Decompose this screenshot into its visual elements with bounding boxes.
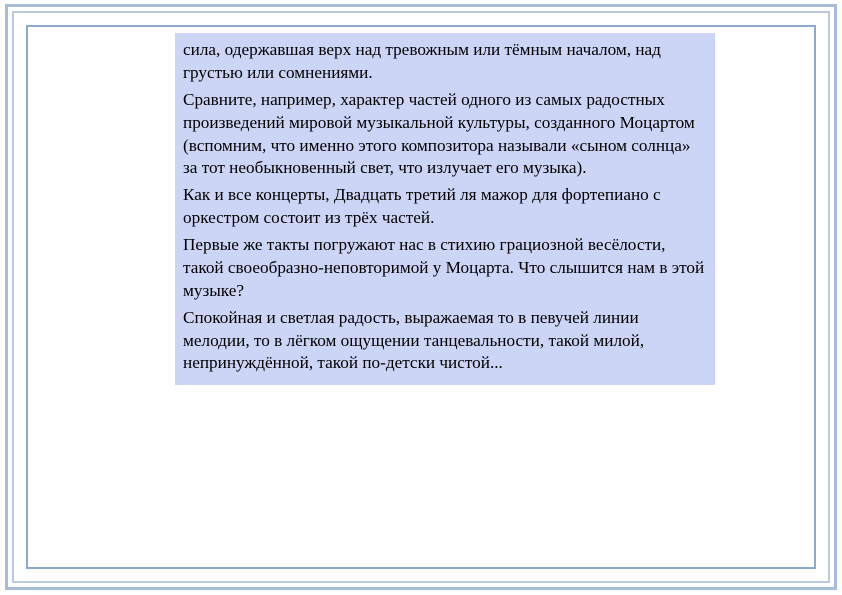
paragraph: Сравните, например, характер частей одного из самых радостных произведений мировой музыкальной культуры, созданного Моцартом (вспомним, что именно этого композитора называли «сыном солнца» за тот необыкновенный свет, что излучает его музыка). [183, 89, 695, 178]
text-content-block [175, 33, 715, 385]
paragraph: сила, одержавшая верх над тревожным или тёмным началом, над грустью или сомнениями. [183, 40, 661, 82]
paragraph: Спокойная и светлая радость, выражаемая то в певучей линии мелодии, то в лёгком ощущении танцевальности, такой милой, непринуждённой, такой по-детски чистой... [183, 307, 645, 373]
paragraph: Как и все концерты, Двадцать третий ля мажор для фортепиано с оркестром состоит из трёх частей. [183, 185, 661, 228]
paragraph: Первые же такты погружают нас в стихию грациозной весёлости, такой своеобразно-неповторимой у Моцарта. Что слышится нам в этой музыке? [183, 235, 705, 300]
